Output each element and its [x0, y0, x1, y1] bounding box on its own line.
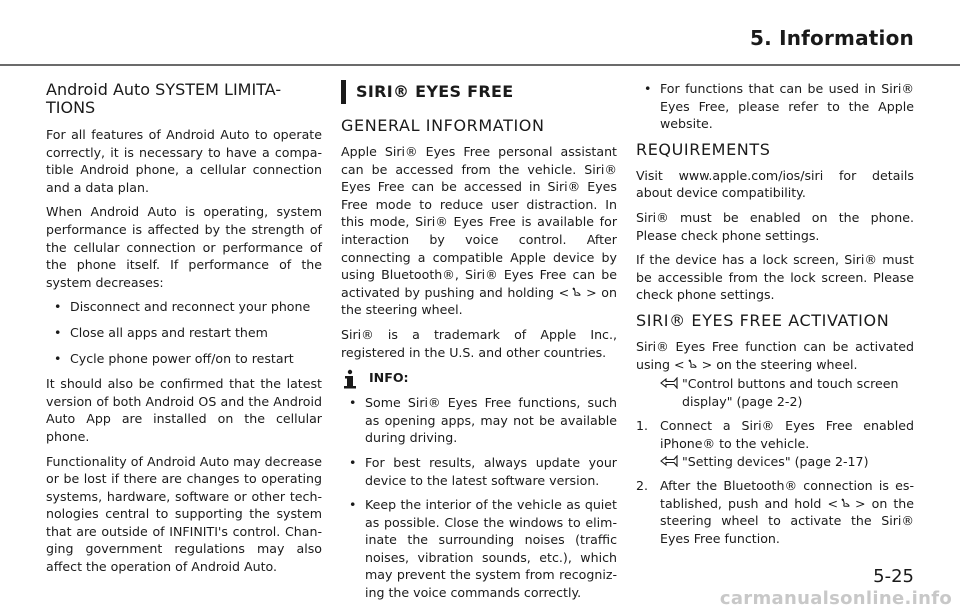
- voice-icon: [841, 498, 852, 509]
- watermark: carmanualsonline.info: [719, 588, 952, 609]
- step-item: [636, 477, 914, 547]
- column-2: [341, 80, 617, 609]
- list-item: • For functions that can be used in Siri® Eyes Free, please refer to the Apple website.: [636, 80, 914, 133]
- step-text: on the steering wheel to activate the Siri® Eyes Free function.: [660, 495, 914, 546]
- requirements-heading: REQUIREMENTS: [636, 139, 771, 159]
- paragraph-text: Siri® Eyes Free function can be activated using: [636, 338, 914, 372]
- paragraph: If the device has a lock screen, Siri® must be accessible from the lock screen. Please check phone settings.: [636, 252, 914, 303]
- column-1: [46, 80, 322, 583]
- paragraph: Siri® is a trademark of Apple Inc., registered in the U.S. and other countries.: [341, 326, 617, 360]
- cross-reference: [636, 375, 914, 410]
- bullet-list: [636, 80, 914, 133]
- step-text: After the Bluetooth® connection is es-tablished, push and hold: [660, 478, 914, 511]
- voice-button-symbol: < >: [674, 356, 713, 372]
- paragraph-text: Apple Siri® Eyes Free personal assistant can be accessed from the vehicle. Siri® Eyes Free can be accessed in Siri® Eyes Free mode to reduce user distraction. In this mode, Siri® Eyes Free is available for interaction by voice control. After connecting a compatible Apple device by using Bluetooth®, Siri® Eyes Free can be activated by pushing and holding: [341, 144, 617, 300]
- cross-reference: [660, 453, 914, 471]
- list-item: • For best results, always update your device to the latest software version.: [341, 454, 617, 489]
- step-number: 1.: [636, 418, 649, 434]
- list-item: • Keep the interior of the vehicle as quiet as possible. Close the windows to elim-inate the surrounding noises (traffic noises, vibration sounds, etc.), which may prevent the system from recogniz-ing the voice commands correctly.: [341, 496, 617, 602]
- android-auto-limitations-heading: Android Auto SYSTEM LIMITA- TIONS: [46, 80, 282, 117]
- paragraph-text: on the steering wheel.: [341, 284, 617, 318]
- list-item: • Cycle phone power off/on to restart: [46, 350, 322, 368]
- chapter-title: 5. Information: [750, 26, 914, 50]
- voice-button-symbol: < >: [558, 284, 597, 300]
- info-bullet-list: [341, 394, 617, 602]
- section-bar: [341, 80, 346, 104]
- section-title-text: SIRI® EYES FREE: [356, 82, 514, 102]
- list-item: • Some Siri® Eyes Free functions, such as opening apps, may not be available during driving.: [341, 394, 617, 447]
- reference-link[interactable]: "Setting devices" (page 2-17): [682, 453, 869, 469]
- step-text: Connect a Siri® Eyes Free enabled iPhone® to the vehicle.: [660, 418, 914, 451]
- page-number: 5-25: [873, 566, 914, 587]
- paragraph: [636, 338, 914, 373]
- paragraph: Visit www.apple.com/ios/siri for details about device compatibility.: [636, 167, 914, 201]
- paragraph: For all features of Android Auto to operate correctly, it is necessary to have a compa-tible Android phone, a cellular connection and a data plan.: [46, 127, 322, 195]
- activation-heading: SIRI® EYES FREE ACTIVATION: [636, 310, 890, 330]
- paragraph: It should also be confirmed that the latest version of both Android OS and the Android Auto App are installed on the cellular phone.: [46, 376, 322, 444]
- reference-link[interactable]: "Control buttons and touch screen display" (page 2-2): [682, 376, 899, 409]
- voice-button-symbol: < >: [827, 495, 866, 511]
- step-list: [636, 417, 914, 547]
- header-divider: [0, 64, 960, 66]
- info-label: INFO:: [369, 370, 409, 386]
- voice-icon: [688, 359, 699, 370]
- paragraph: Siri® must be enabled on the phone. Please check phone settings.: [636, 209, 914, 243]
- list-item: • Close all apps and restart them: [46, 324, 322, 342]
- reference-icon: [660, 377, 682, 391]
- info-icon: [341, 369, 359, 387]
- paragraph-text: on the steering wheel.: [716, 356, 858, 372]
- paragraph: When Android Auto is operating, system performance is affected by the strength of the cellular connection or performance of the phone itself. If performance of the system decreases:: [46, 204, 322, 290]
- step-number: 2.: [636, 478, 649, 494]
- paragraph: [341, 143, 617, 319]
- step-item: [636, 417, 914, 470]
- general-information-heading: GENERAL INFORMATION: [341, 116, 545, 135]
- list-item: • Disconnect and reconnect your phone: [46, 298, 322, 316]
- info-heading: [341, 369, 617, 387]
- bullet-list: [46, 298, 322, 367]
- paragraph: Functionality of Android Auto may decrease or be lost if there are changes to operating systems, hardware, software or other tech-nologies central to supporting the system that are outside of INFINITI's control. Chan-ging government regulations may also affect the operation of Android Auto.: [46, 453, 322, 575]
- reference-icon: [660, 455, 682, 469]
- voice-icon: [572, 287, 583, 298]
- section-title: [341, 80, 617, 104]
- column-3: [636, 80, 914, 554]
